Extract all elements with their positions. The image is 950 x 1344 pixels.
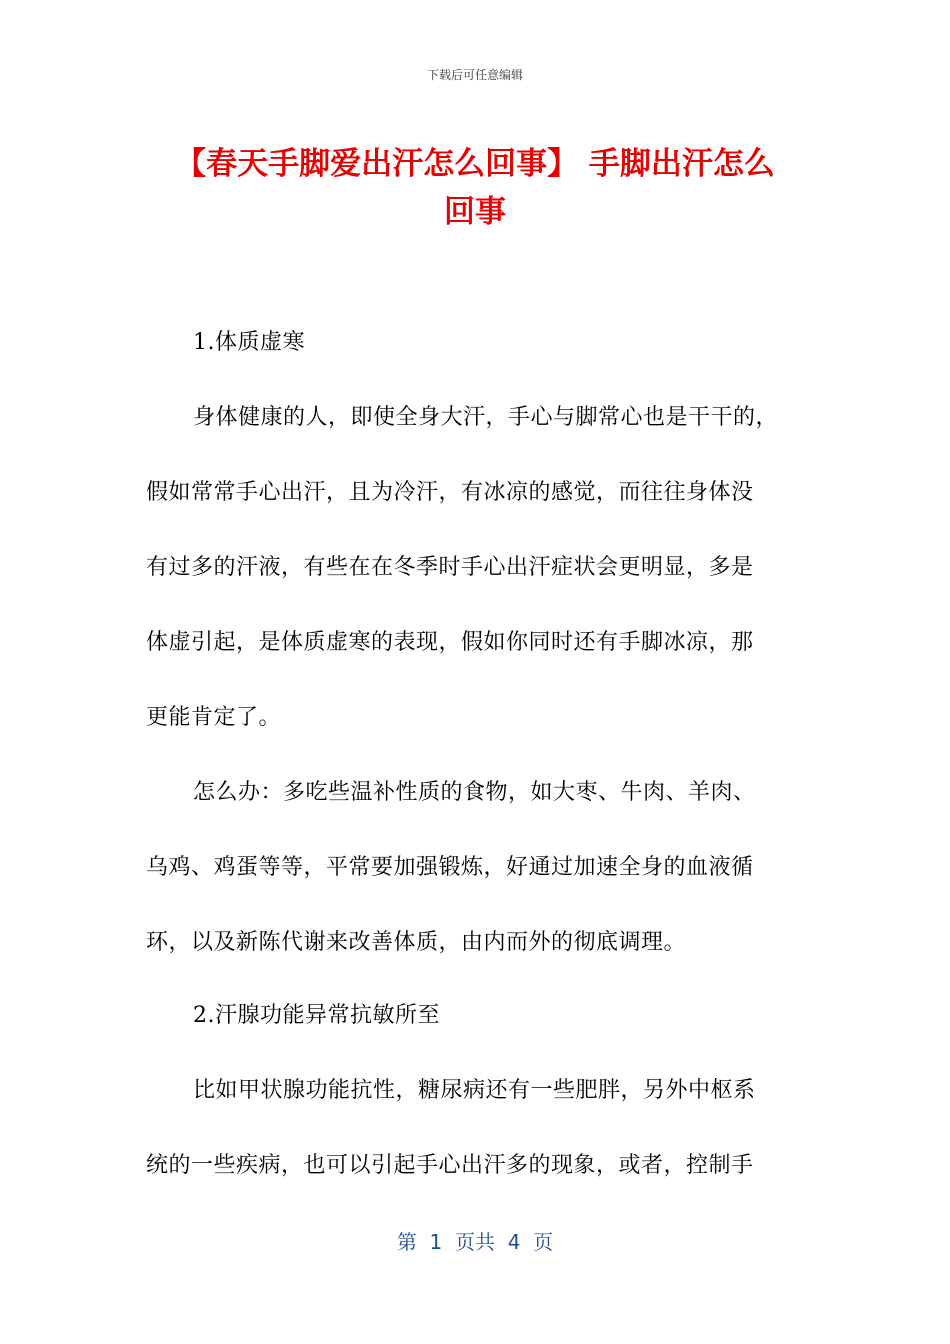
page-header: 下载后可任意编辑 xyxy=(426,68,523,82)
body-line: 乌鸡、鸡蛋等等，平常要加强锻炼，好通过加速全身的血液循 xyxy=(146,855,754,880)
body-line: 体虚引起，是体质虚寒的表现，假如你同时还有手脚冰凉，那 xyxy=(146,630,754,655)
document-title xyxy=(120,140,830,236)
body-line: 统的一些疾病，也可以引起手心出汗多的现象，或者，控制手 xyxy=(146,1153,754,1178)
title-line-1: 【春天手脚爱出汗怎么回事】 手脚出汗怎么 xyxy=(175,146,775,182)
section-heading-2: 2.汗腺功能异常抗敏所至 xyxy=(193,1003,440,1028)
section-heading-1: 1.体质虚寒 xyxy=(193,330,305,355)
body-line: 有过多的汗液，有些在在冬季时手心出汗症状会更明显，多是 xyxy=(146,555,754,580)
body-line: 假如常常手心出汗，且为冷汗，有冰凉的感觉，而往往身体没 xyxy=(146,480,754,505)
title-line-2: 回事 xyxy=(444,194,506,230)
body-line: 怎么办：多吃些温补性质的食物，如大枣、牛肉、羊肉、 xyxy=(193,780,756,805)
page-number-footer: 第 1 页共 4 页 xyxy=(396,1230,554,1254)
body-line: 身体健康的人，即使全身大汗，手心与脚常心也是干干的， xyxy=(193,405,779,430)
body-line: 比如甲状腺功能抗性，糖尿病还有一些肥胖，另外中枢系 xyxy=(193,1078,756,1103)
body-line: 环，以及新陈代谢来改善体质，由内而外的彻底调理。 xyxy=(146,930,687,955)
body-line: 更能肯定了。 xyxy=(146,705,282,730)
